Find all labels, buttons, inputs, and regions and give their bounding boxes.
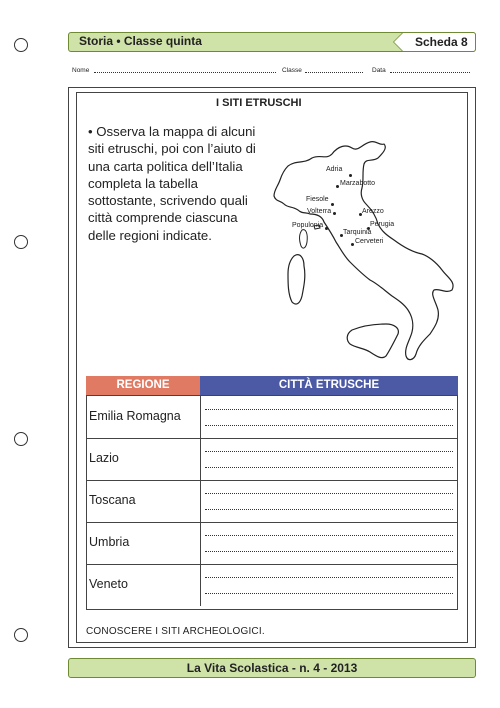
- city-dot-adria: [349, 174, 352, 177]
- table-row: [87, 522, 457, 565]
- region-name: Toscana: [89, 493, 136, 507]
- city-label-volterra: Volterra: [307, 208, 332, 215]
- region-cell: [87, 438, 201, 480]
- answer-line[interactable]: [205, 551, 453, 552]
- answer-line[interactable]: [205, 425, 453, 426]
- city-dot-marzabotto: [336, 185, 339, 188]
- header-citta-etrusche: CITTÀ ETRUSCHE: [200, 376, 458, 395]
- corsica-outline: [300, 230, 308, 248]
- table-row: [87, 564, 457, 606]
- binder-hole-4: [14, 628, 28, 642]
- name-field[interactable]: [94, 72, 276, 73]
- binder-hole-1: [14, 38, 28, 52]
- class-label: Classe: [282, 67, 302, 74]
- city-label-fiesole: Fiesole: [306, 196, 329, 203]
- header-regione: REGIONE: [86, 376, 200, 395]
- sicily-outline: [347, 324, 398, 358]
- region-name: Emilia Romagna: [89, 409, 181, 423]
- city-label-tarquinia: Tarquinia: [343, 229, 372, 236]
- answer-line[interactable]: [205, 451, 453, 452]
- table-row: [87, 438, 457, 481]
- binder-hole-3: [14, 432, 28, 446]
- region-cell: [87, 396, 201, 438]
- city-dot-fiesole: [331, 203, 334, 206]
- footer-bar: [68, 658, 476, 678]
- class-field[interactable]: [305, 72, 363, 73]
- header-bar: [68, 32, 476, 52]
- region-name: Umbria: [89, 535, 130, 549]
- binder-hole-2: [14, 235, 28, 249]
- sardinia-outline: [288, 255, 305, 304]
- city-label-adria: Adria: [326, 166, 343, 173]
- answer-line[interactable]: [205, 493, 453, 494]
- answer-line[interactable]: [205, 467, 453, 468]
- name-label: Nome: [72, 67, 90, 74]
- scheda-label: Scheda 8: [415, 35, 468, 49]
- city-dot-volterra: [333, 212, 336, 215]
- worksheet-title: I SITI ETRUSCHI: [216, 97, 302, 109]
- scheda-tab: [402, 32, 476, 52]
- region-cell: [87, 522, 201, 564]
- answer-line[interactable]: [205, 409, 453, 410]
- region-cell: [87, 564, 201, 606]
- table-body: [86, 395, 458, 610]
- date-field[interactable]: [390, 72, 470, 73]
- city-label-marzabotto: Marzabotto: [340, 180, 376, 187]
- italy-map: [266, 134, 466, 376]
- region-name: Veneto: [89, 577, 128, 591]
- answer-line[interactable]: [205, 577, 453, 578]
- answer-line[interactable]: [205, 535, 453, 536]
- city-label-arezzo: Arezzo: [362, 208, 384, 215]
- city-label-perugia: Perugia: [370, 221, 395, 228]
- table-row: [87, 480, 457, 523]
- table-row: [87, 396, 457, 439]
- instruction-text: • Osserva la mappa di alcuni siti etruschi, poi con l’aiuto di una carta politica dell’Italia completa la tabella sottostante, scrivendo quali città comprende ciascuna delle regioni indicate.: [88, 124, 256, 243]
- answer-line[interactable]: [205, 593, 453, 594]
- city-dot-cerveteri: [351, 243, 354, 246]
- student-info-row: [72, 67, 474, 79]
- city-dot-populonia: [325, 227, 328, 230]
- city-label-cerveteri: Cerveteri: [355, 238, 384, 245]
- date-label: Data: [372, 67, 386, 74]
- city-label-populonia: Populonia: [292, 222, 324, 229]
- region-cell: [87, 480, 201, 522]
- subject-title: Storia • Classe quinta: [79, 34, 202, 48]
- region-name: Lazio: [89, 451, 119, 465]
- magazine-issue: La Vita Scolastica - n. 4 - 2013: [186, 661, 358, 675]
- learning-objective: CONOSCERE I SITI ARCHEOLOGICI.: [86, 626, 265, 637]
- answer-line[interactable]: [205, 509, 453, 510]
